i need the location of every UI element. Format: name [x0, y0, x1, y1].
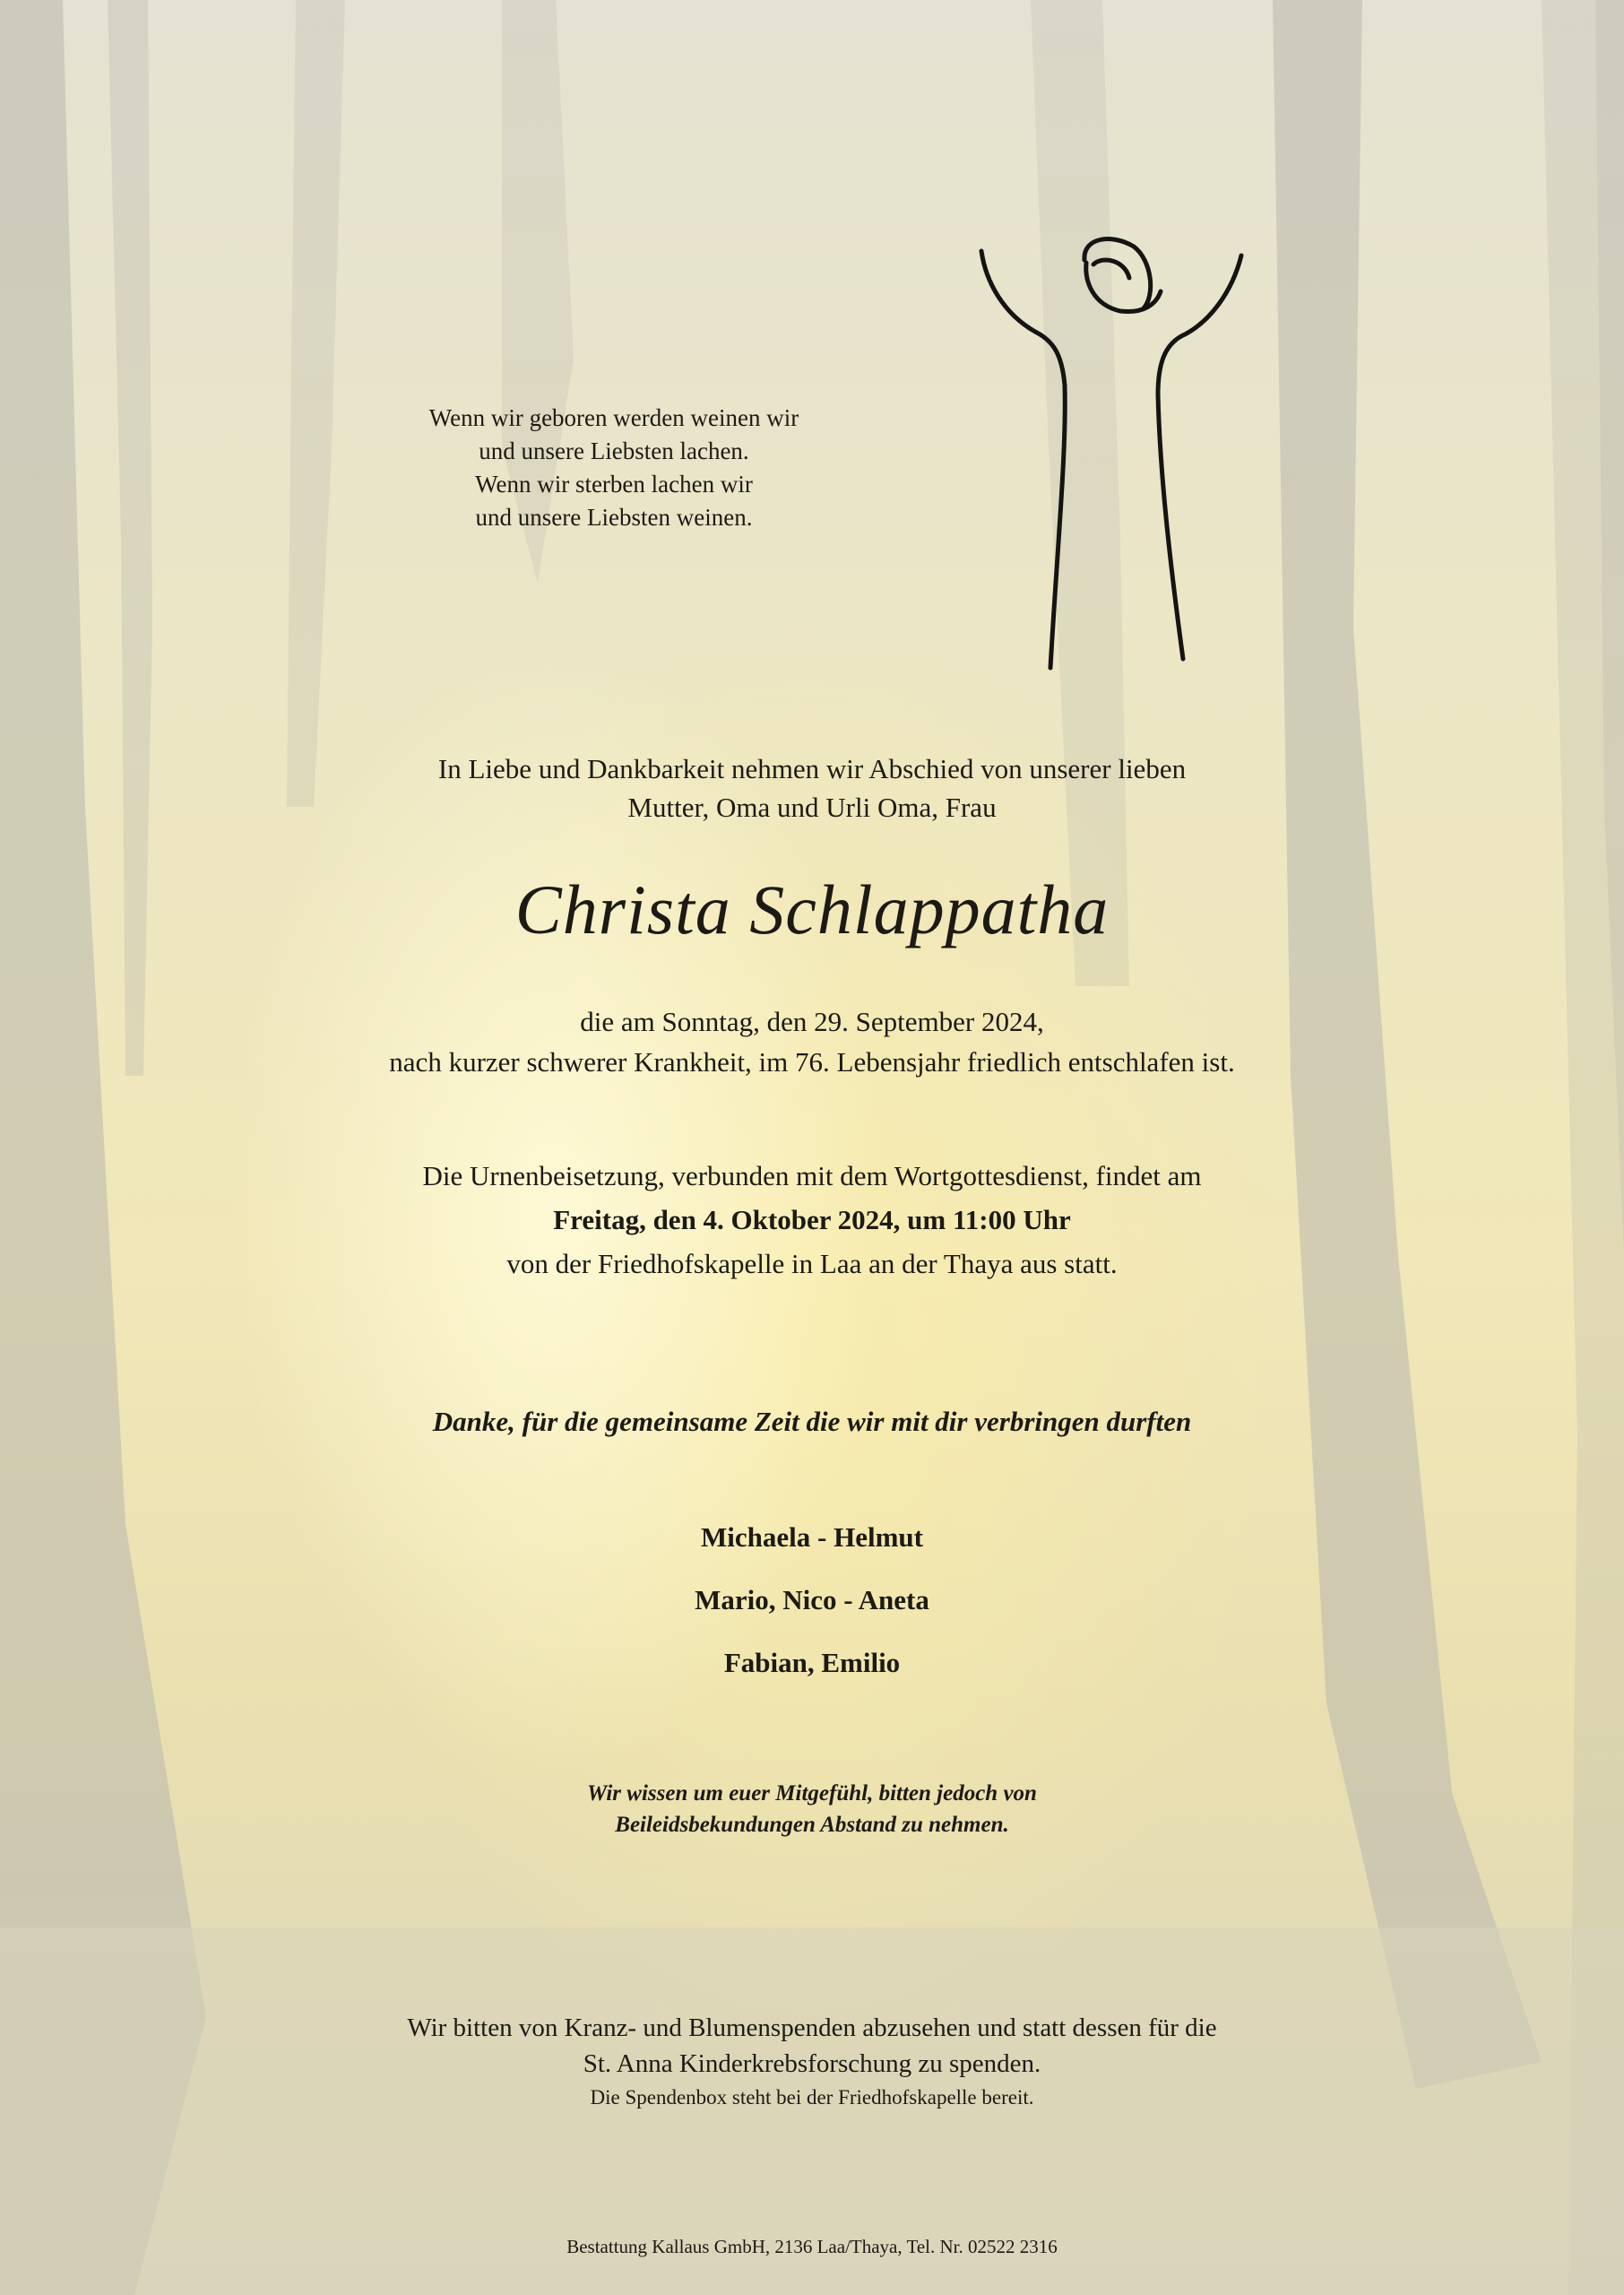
- condolence-note: [0, 1778, 1624, 1840]
- poem-line: Wenn wir geboren werden weinen wir: [428, 404, 799, 431]
- condolence-line: Wir wissen um euer Mitgefühl, bitten jedoch von: [587, 1781, 1037, 1806]
- donation-line: Wir bitten von Kranz- und Blumenspenden abzusehen und statt dessen für die: [407, 2014, 1217, 2042]
- funeral-home-footer: Bestattung Kallaus GmbH, 2136 Laa/Thaya, Tel. Nr. 02522 2316: [566, 2236, 1058, 2257]
- poem-line: und unsere Liebsten weinen.: [475, 504, 753, 531]
- family-list: [0, 1506, 1624, 1694]
- poem-line: Wenn wir sterben lachen wir: [475, 471, 753, 498]
- ceremony-date-time: Freitag, den 4. Oktober 2024, um 11:00 Uhr: [553, 1204, 1071, 1235]
- donation-request: [0, 2010, 1624, 2082]
- family-member: Mario, Nico - Aneta: [695, 1584, 929, 1615]
- family-member: Michaela - Helmut: [701, 1521, 923, 1553]
- donation-box-note: Die Spendenbox steht bei der Friedhofskapelle bereit.: [590, 2086, 1034, 2109]
- thanks-line: Danke, für die gemeinsame Zeit die wir mit dir verbringen durften: [432, 1406, 1192, 1437]
- death-notice: [0, 1001, 1624, 1082]
- death-line: die am Sonntag, den 29. September 2024,: [580, 1006, 1044, 1037]
- ceremony-details: [0, 1154, 1624, 1286]
- intro-line: In Liebe und Dankbarkeit nehmen wir Abschied von unserer lieben: [437, 753, 1187, 784]
- ceremony-line: von der Friedhofskapelle in Laa an der Thaya aus statt.: [506, 1248, 1118, 1279]
- poem: [332, 402, 896, 534]
- donation-line: St. Anna Kinderkrebsforschung zu spenden.: [583, 2049, 1041, 2078]
- ceremony-line: Die Urnenbeisetzung, verbunden mit dem Wortgottesdienst, findet am: [422, 1160, 1202, 1191]
- death-line: nach kurzer schwerer Krankheit, im 76. Lebensjahr friedlich entschlafen ist.: [389, 1046, 1235, 1078]
- poem-line: und unsere Liebsten lachen.: [479, 437, 749, 464]
- family-member: Fabian, Emilio: [723, 1647, 901, 1678]
- intro-line: Mutter, Oma und Urli Oma, Frau: [627, 792, 997, 823]
- deceased-name: Christa Schlappatha: [514, 870, 1110, 948]
- condolence-line: Beileidsbekundungen Abstand zu nehmen.: [615, 1813, 1009, 1837]
- farewell-intro: [0, 749, 1624, 827]
- raised-arms-figure-icon: [968, 229, 1255, 677]
